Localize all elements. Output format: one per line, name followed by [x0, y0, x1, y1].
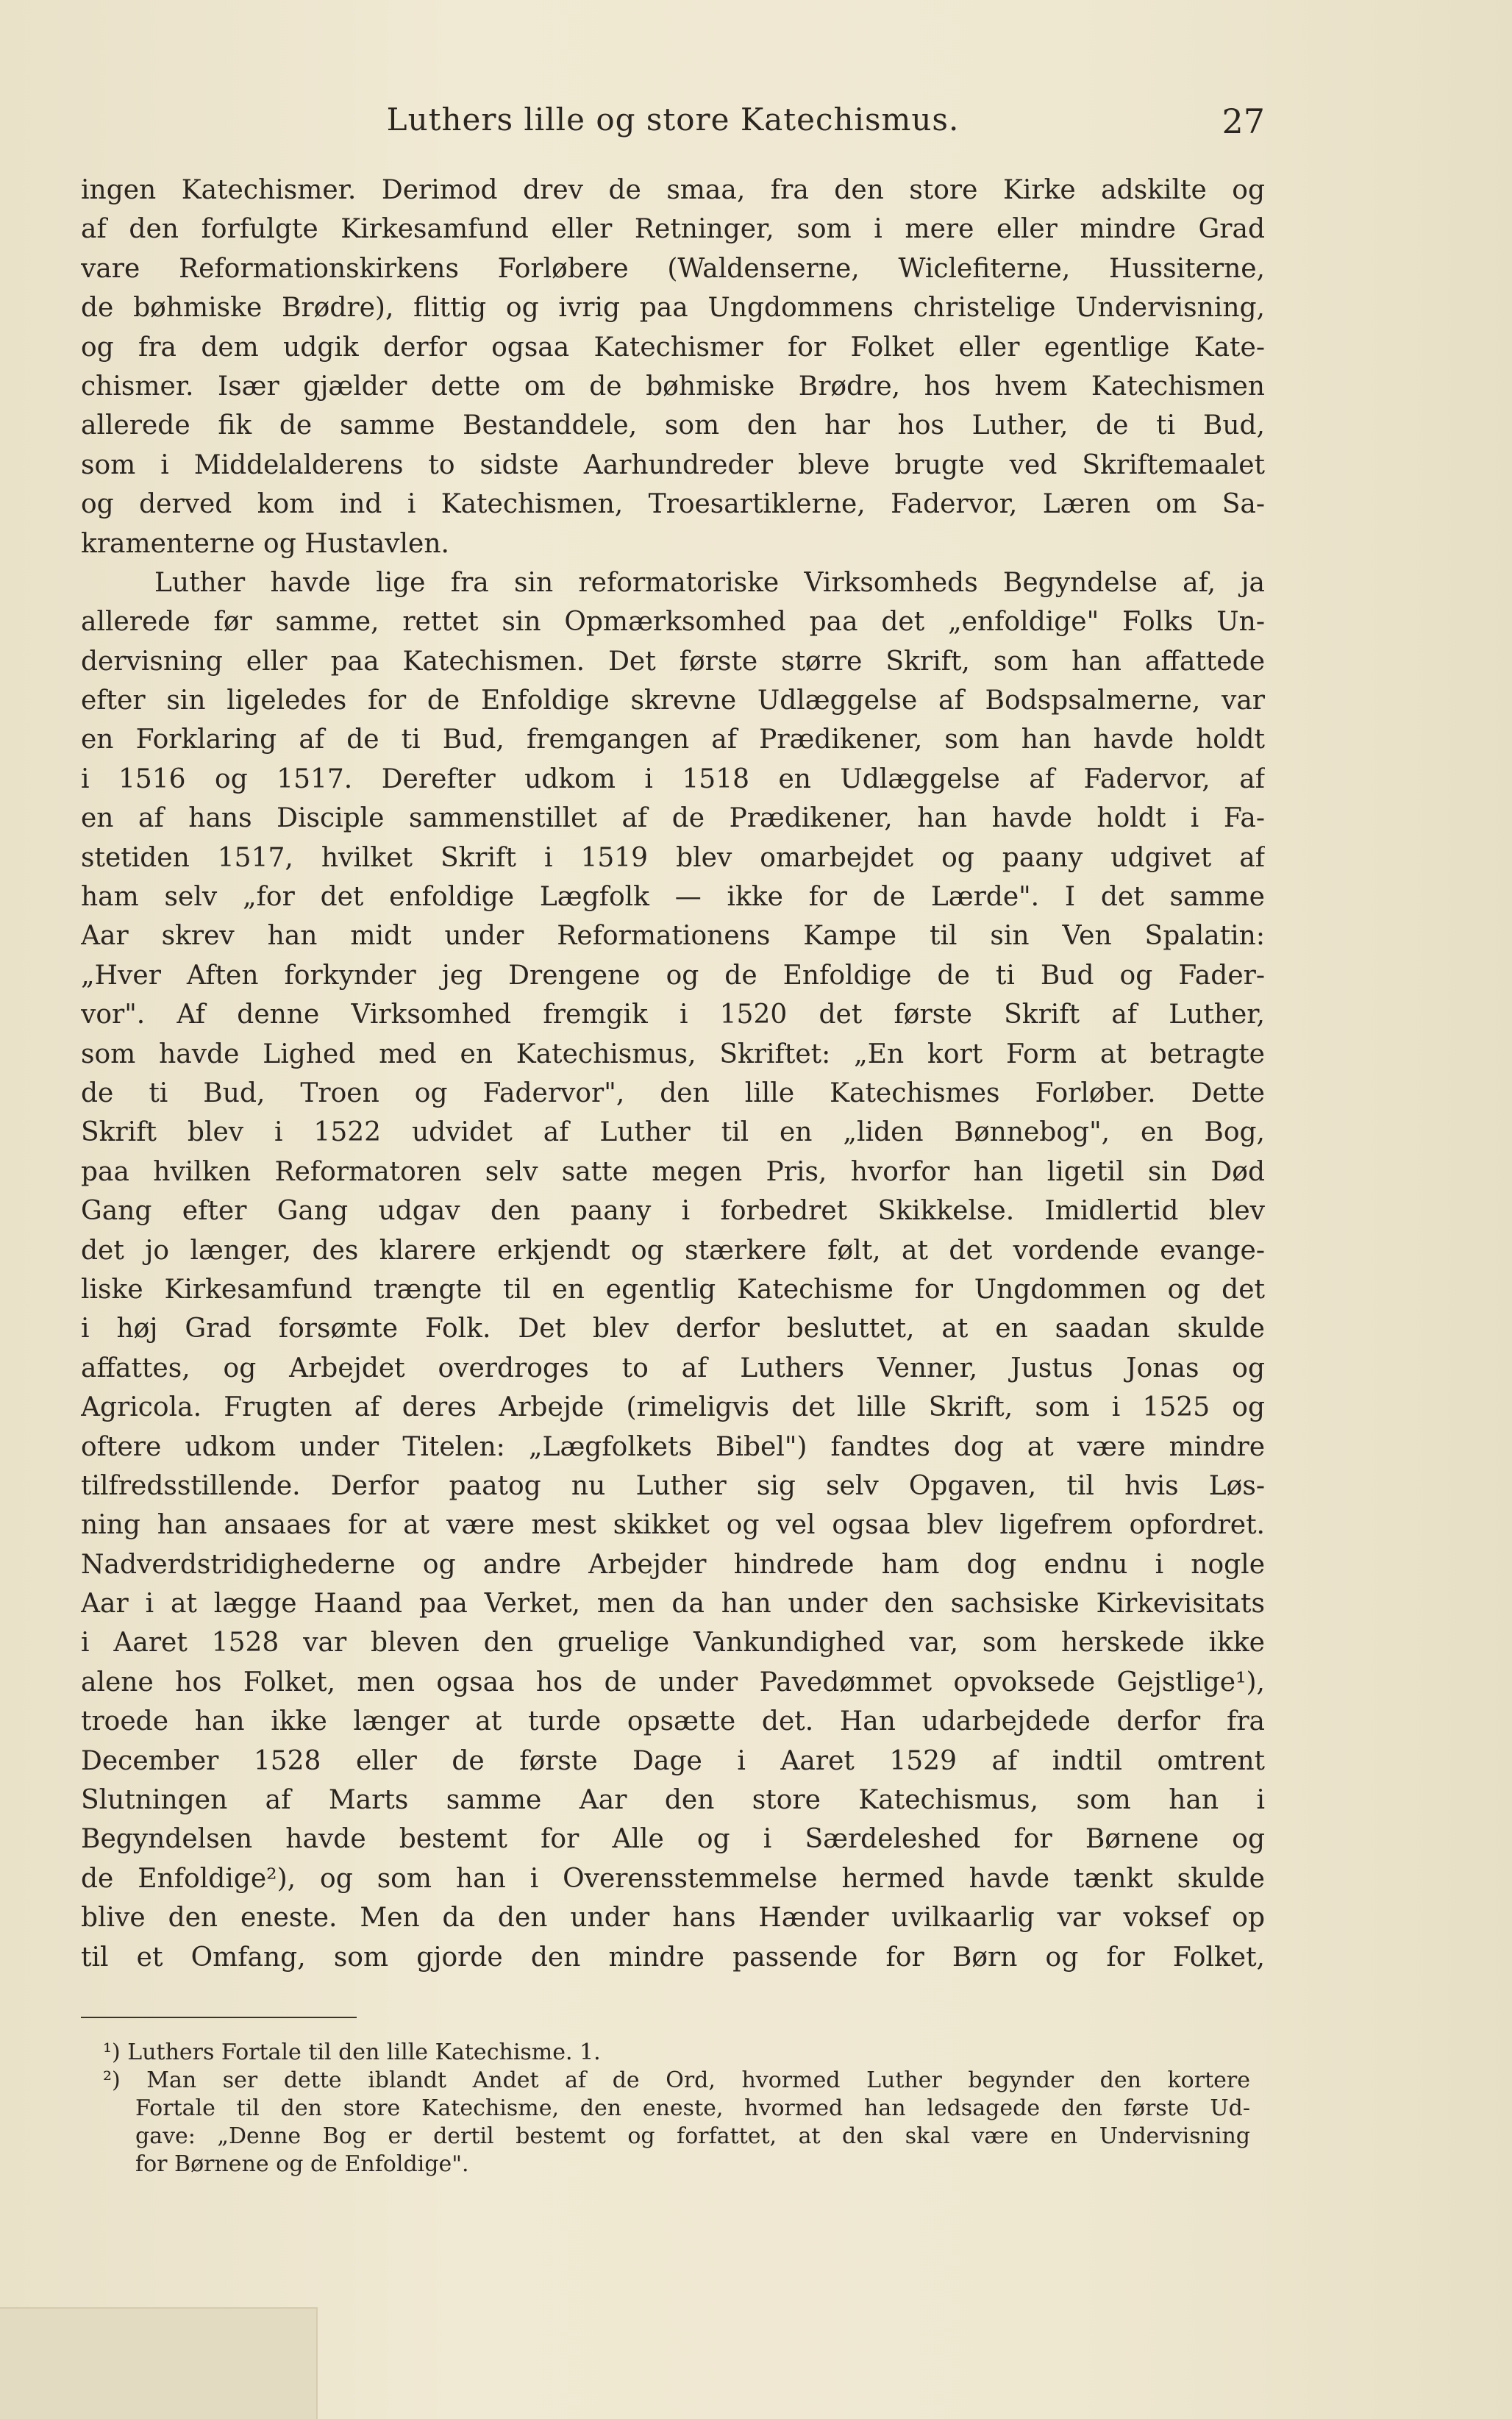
text-line: en Forklaring af de ti Bud, fremgangen af Prædikener, som han havde holdt	[81, 724, 1265, 755]
running-title: Luthers lille og store Katechismus.	[386, 101, 960, 138]
text-line: de bøhmiske Brødre), flittig og ivrig paa Ungdommens christelige Undervisning,	[81, 293, 1265, 324]
text-line: stetiden 1517, hvilket Skrift i 1519 blev omarbejdet og paany udgivet af	[81, 842, 1265, 873]
page-number: 27	[1222, 101, 1265, 141]
footnote-2-continued: gave: „Denne Bog er dertil bestemt og forfattet, at den skal være en Undervisning	[135, 2123, 1250, 2149]
text-line: de ti Bud, Troen og Fadervor", den lille Katechismes Forløber. Dette	[81, 1077, 1265, 1108]
text-line: som i Middelalderens to sidste Aarhundreder bleve brugte ved Skriftemaalet	[81, 449, 1265, 480]
text-line: troede han ikke længer at turde opsætte det. Han udarbejdede derfor fra	[81, 1706, 1265, 1737]
text-line: Begyndelsen havde bestemt for Alle og i Særdeleshed for Børnene og	[81, 1824, 1265, 1855]
footnote-2-continued: Fortale til den store Katechisme, den eneste, hvormed han ledsagede den første Ud-	[135, 2095, 1250, 2121]
text-line: alene hos Folket, men ogsaa hos de under Pavedømmet opvoksede Gejstlige¹),	[81, 1667, 1265, 1697]
text-line: Slutningen af Marts samme Aar den store Katechismus, som han i	[81, 1785, 1265, 1816]
text-line: Aar i at lægge Haand paa Verket, men da han under den sachsiske Kirkevisitats	[81, 1589, 1265, 1620]
text-line: paa hvilken Reformatoren selv satte megen Pris, hvorfor han ligetil sin Død	[81, 1156, 1265, 1187]
text-line: vare Reformationskirkens Forløbere (Waldenserne, Wiclefiterne, Hussiterne,	[81, 253, 1265, 284]
text-line: i Aaret 1528 var bleven den gruelige Vankundighed var, som herskede ikke	[81, 1628, 1265, 1659]
body-text	[81, 171, 1265, 1977]
text-line: og fra dem udgik derfor ogsaa Katechismer for Folket eller egentlige Kate-	[81, 332, 1265, 363]
text-line: allerede før samme, rettet sin Opmærksomhed paa det „enfoldige" Folks Un-	[81, 607, 1265, 638]
text-line: allerede fik de samme Bestanddele, som den har hos Luther, de ti Bud,	[81, 410, 1265, 441]
text-line: i 1516 og 1517. Derefter udkom i 1518 en Udlæggelse af Fadervor, af	[81, 763, 1265, 794]
footnote-2: ²) Man ser dette iblandt Andet af de Ord, hvormed Luther begynder den kortere	[103, 2067, 1250, 2093]
text-line: Gang efter Gang udgav den paany i forbedret Skikkelse. Imidlertid blev	[81, 1196, 1265, 1227]
text-line: tilfredsstillende. Derfor paatog nu Luther sig selv Opgaven, til hvis Løs-	[81, 1470, 1265, 1501]
page-header	[81, 101, 1265, 146]
text-line: Agricola. Frugten af deres Arbejde (rimeligvis det lille Skrift, som i 1525 og	[81, 1392, 1265, 1423]
paragraph-start-line: Luther havde lige fra sin reformatoriske Virksomheds Begyndelse af, ja	[154, 567, 1265, 598]
text-line: efter sin ligeledes for de Enfoldige skrevne Udlæggelse af Bodspsalmerne, var	[81, 685, 1265, 716]
text-line: af den forfulgte Kirkesamfund eller Retninger, som i mere eller mindre Grad	[81, 214, 1265, 245]
text-line: affattes, og Arbejdet overdroges to af Luthers Venner, Justus Jonas og	[81, 1353, 1265, 1383]
text-line: kramenterne og Hustavlen.	[81, 528, 449, 559]
text-line: liske Kirkesamfund trængte til en egentlig Katechisme for Ungdommen og det	[81, 1274, 1265, 1305]
text-line: Aar skrev han midt under Reformationens Kampe til sin Ven Spalatin:	[81, 921, 1265, 952]
text-line: de Enfoldige²), og som han i Overensstemmelse hermed havde tænkt skulde	[81, 1863, 1265, 1894]
text-line: December 1528 eller de første Dage i Aaret 1529 af indtil omtrent	[81, 1745, 1265, 1776]
text-line: i høj Grad forsømte Folk. Det blev derfor besluttet, at en saadan skulde	[81, 1314, 1265, 1344]
paper-patch	[0, 2307, 318, 2419]
text-line: „Hver Aften forkynder jeg Drengene og de Enfoldige de ti Bud og Fader-	[81, 960, 1265, 991]
text-line: ingen Katechismer. Derimod drev de smaa, fra den store Kirke adskilte og	[81, 175, 1265, 205]
text-line: til et Omfang, som gjorde den mindre passende for Børn og for Folket,	[81, 1942, 1265, 1973]
footnote-1: ¹) Luthers Fortale til den lille Katechisme. 1.	[103, 2039, 601, 2065]
text-line: og derved kom ind i Katechismen, Troesartiklerne, Fadervor, Læren om Sa-	[81, 489, 1265, 520]
text-line: chismer. Især gjælder dette om de bøhmiske Brødre, hos hvem Katechismen	[81, 371, 1265, 402]
text-line: som havde Lighed med en Katechismus, Skriftet: „En kort Form at betragte	[81, 1039, 1265, 1069]
text-line: Skrift blev i 1522 udvidet af Luther til en „liden Bønnebog", en Bog,	[81, 1117, 1265, 1148]
footnotes	[103, 2039, 1250, 2178]
text-line: en af hans Disciple sammenstillet af de Prædikener, han havde holdt i Fa-	[81, 803, 1265, 834]
text-line: dervisning eller paa Katechismen. Det første større Skrift, som han affattede	[81, 646, 1265, 677]
text-line: ham selv „for det enfoldige Lægfolk — ikke for de Lærde". I det samme	[81, 882, 1265, 913]
footnote-2-continued: for Børnene og de Enfoldige".	[135, 2151, 469, 2177]
text-line: ning han ansaaes for at være mest skikket og vel ogsaa blev ligefrem opfordret.	[81, 1510, 1265, 1541]
text-line: det jo længer, des klarere erkjendt og stærkere følt, at det vordende evange-	[81, 1235, 1265, 1266]
text-line: blive den eneste. Men da den under hans Hænder uvilkaarlig var voksef op	[81, 1903, 1265, 1934]
text-line: Nadverdstridighederne og andre Arbejder hindrede ham dog endnu i nogle	[81, 1549, 1265, 1580]
footnote-rule	[81, 2017, 357, 2018]
text-line: oftere udkom under Titelen: „Lægfolkets Bibel") fandtes dog at være mindre	[81, 1431, 1265, 1462]
text-line: vor". Af denne Virksomhed fremgik i 1520 det første Skrift af Luther,	[81, 1000, 1265, 1030]
